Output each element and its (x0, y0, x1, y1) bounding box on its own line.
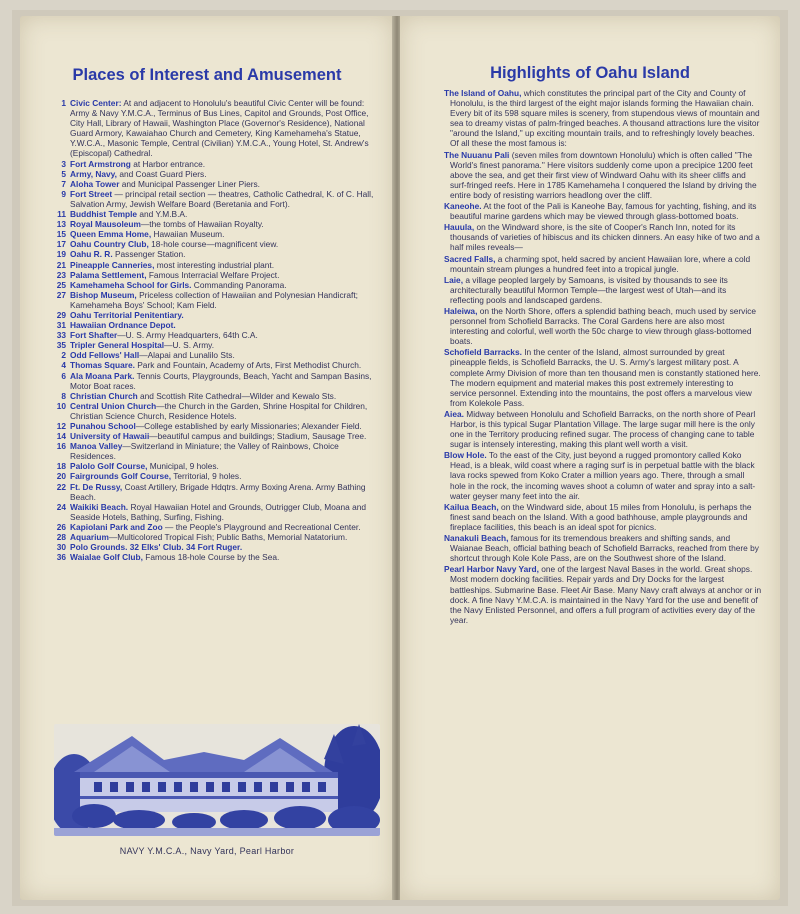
place-description: at Harbor entrance. (130, 158, 206, 169)
place-name: Waialae Golf Club, (70, 552, 143, 563)
place-number: 5 (61, 168, 66, 179)
highlight-paragraph (444, 254, 762, 274)
place-name: Central Union Church (70, 400, 157, 411)
place-number: 36 (56, 552, 66, 563)
place-description: most interesting industrial plant. (154, 259, 275, 270)
place-name: Army, Navy, (70, 168, 117, 179)
place-number: 7 (61, 178, 66, 189)
places-list (50, 98, 380, 562)
place-name: Pineapple Canneries, (70, 259, 155, 270)
place-number: 13 (56, 219, 66, 230)
place-entry (50, 401, 380, 421)
place-entry (50, 320, 380, 330)
booklet (12, 10, 788, 906)
place-description: At and adjacent to Honolulu's beautiful Civic Center will be found: Army & Navy Y.M.C.A., Terminus of Bus Lines, Capitol and Grounds, Post Office, City Hall, Library of Hawaii, Washington Place (Governor's Residence), National Guard Armory, Kawaiahao Church and Cemetery, King Kamehameha's Statue, Y.W.C.A., Masonic Temple, Central (Civilian) Y.M.C.A., Young Hotel, St. Andrew's (Episcopal) Cathedral. (70, 98, 369, 159)
highlight-name: Nanakuli Beach, (444, 533, 509, 544)
place-entry (50, 239, 380, 249)
place-text (70, 98, 380, 159)
place-name: Punahou School (70, 421, 136, 431)
navy-ymca-illustration (54, 724, 380, 836)
place-name: Fort Shafter (70, 330, 118, 341)
highlight-paragraph (444, 275, 762, 305)
highlight-paragraph (444, 533, 762, 563)
place-description: Royal Hawaiian Hotel and Grounds, Outrigger Club, Moana and Seaside Hotels, Bathing, Surfing, Fishing. (70, 501, 367, 522)
place-number: 29 (56, 309, 66, 320)
place-name: Fort Street (70, 188, 113, 199)
place-entry (50, 502, 380, 522)
highlight-paragraph (444, 450, 762, 500)
place-number: 11 (57, 209, 66, 220)
place-text (70, 401, 380, 421)
place-number: 3 (61, 158, 66, 169)
place-number: 26 (56, 521, 66, 532)
place-entry (50, 461, 380, 471)
place-description: Park and Fountain, Academy of Arts, First Methodist Church. (134, 360, 362, 371)
place-description: — the People's Playground and Recreational Center. (162, 521, 361, 532)
place-text (70, 471, 380, 481)
highlight-text: on the Windward shore, is the site of Cooper's Ranch Inn, noted for its thousands of varieties of hibiscus and its chicken dinners. An easy hike of two and a half miles reveals— (450, 222, 760, 253)
place-entry (50, 482, 380, 502)
place-text (70, 249, 380, 259)
place-number: 8 (61, 390, 66, 401)
highlight-name: The Island of Oahu, (444, 88, 522, 98)
place-text (70, 189, 380, 209)
place-entry (50, 249, 380, 259)
highlight-name: Kailua Beach, (444, 501, 499, 512)
place-name: Queen Emma Home, (70, 229, 152, 240)
place-text (70, 441, 380, 461)
highlight-text: which constitutes the principal part of the City and County of Honolulu, is the third largest of the eight major islands forming the Hawaiian chain. Every bit of its 598 square miles is scenery, from stupendous views of mountain and sea to dreamy vistas of palm-fringed beaches. A thousand attractions lure the visitor "around the Island," up exciting mountain trails, and to refreshingly lovely beaches. Of all these the most famous is: (450, 88, 760, 149)
left-page-title: Places of Interest and Amusement (72, 66, 342, 84)
place-entry (50, 360, 380, 370)
place-number: 9 (61, 188, 66, 199)
place-name: University of Hawaii (70, 431, 150, 442)
place-entry (50, 441, 380, 461)
place-name: Thomas Square. (70, 360, 135, 371)
place-description: —Alapai and Lunalilo Sts. (139, 350, 235, 361)
place-description: — principal retail section — theatres, Catholic Cathedral, K. of C. Hall, Salvation Army, Jewish Welfare Board (Beretania and Fort). (70, 188, 374, 209)
place-text (70, 330, 380, 340)
place-description: —U. S. Army. (164, 340, 215, 351)
place-entry (50, 522, 380, 532)
place-text (70, 461, 380, 471)
place-name: Oahu R. R. (70, 249, 113, 260)
highlights-body (444, 88, 762, 626)
highlight-text: on the North Shore, offers a splendid bathing beach, much used by service personnel from Schofield Barracks. The Coral Gardens here are also most interesting and colorful, well worth the 50c charge to view through glass-bottomed boats. (450, 305, 757, 347)
left-page (20, 16, 394, 900)
place-number: 15 (56, 229, 66, 240)
highlight-text: At the foot of the Pali is Kaneohe Bay, famous for yachting, fishing, and its beautiful marine gardens which may be viewed through glass-bottomed boats. (450, 201, 757, 222)
place-number: 24 (56, 501, 66, 512)
place-text (70, 159, 380, 169)
place-text (70, 532, 380, 542)
highlight-name: Laie, (444, 274, 464, 285)
place-entry (50, 471, 380, 481)
place-entry (50, 330, 380, 340)
place-entry (50, 310, 380, 320)
place-description: Passenger Station. (112, 249, 186, 260)
place-name: Oahu Country Club, (70, 239, 149, 250)
highlight-paragraph (444, 88, 762, 149)
photo-caption: NAVY Y.M.C.A., Navy Yard, Pearl Harbor (119, 846, 295, 856)
highlight-paragraph (444, 201, 762, 221)
highlight-paragraph (444, 502, 762, 532)
place-number: 27 (56, 289, 66, 300)
place-description: and Y.M.B.A. (137, 209, 188, 220)
place-text (70, 371, 380, 391)
place-entry (50, 179, 380, 189)
place-description: —College established by early Missionaries; Alexander Field. (135, 421, 362, 431)
place-description: and Scottish Rite Cathedral—Wilder and Kewalo Sts. (137, 390, 337, 401)
place-text (70, 280, 380, 290)
highlight-paragraph (444, 347, 762, 408)
place-description: and Coast Guard Piers. (117, 168, 207, 179)
place-text (70, 542, 380, 552)
place-number: 31 (56, 320, 66, 331)
place-text (70, 391, 380, 401)
highlight-name: The Nuuanu Pali (444, 149, 510, 160)
place-number: 6 (61, 370, 66, 381)
place-number: 17 (56, 239, 66, 250)
place-name: Fort Armstrong (70, 158, 131, 169)
place-name: Waikiki Beach. (70, 501, 129, 512)
place-name: Fairgrounds Golf Course, (70, 471, 172, 482)
place-number: 30 (56, 542, 66, 553)
place-name: Bishop Museum, (70, 289, 137, 300)
highlight-name: Blow Hole. (444, 450, 487, 461)
place-name: Oahu Territorial Penitentiary. (70, 309, 184, 320)
place-name: Tripler General Hospital (70, 340, 165, 351)
highlight-paragraph (444, 409, 762, 449)
place-description: —U. S. Army Headquarters, 64th C.A. (117, 330, 258, 341)
place-number: 12 (56, 421, 66, 431)
place-name: Odd Fellows' Hall (70, 350, 140, 361)
highlight-name: Kaneohe. (444, 201, 482, 212)
highlight-text: a village peopled largely by Samoans, is visited by thousands to see its architecturally beautiful Mormon Temple—the largest west of Utah—and its reflecting pools and landscaped gardens. (450, 274, 728, 305)
place-entry (50, 280, 380, 290)
place-number: 10 (56, 400, 66, 411)
highlight-paragraph (444, 222, 762, 252)
highlight-text: To the east of the City, just beyond a rugged promontory called Koko Head, is a bleak, wild coast where a raging surf is in perpetual battle with the black lava rocks spewed from Koko Crater a million years ago. There, through a small hole in the rock, the incoming waves shoot a column of water and spray into a salt-water geyser many feet into the air. (450, 450, 756, 501)
place-number: 1 (61, 98, 66, 108)
place-entry (50, 391, 380, 401)
place-entry (50, 431, 380, 441)
place-description: —Multicolored Tropical Fish; Public Baths, Memorial Natatorium. (108, 532, 348, 543)
place-text (70, 340, 380, 350)
place-text (70, 219, 380, 229)
place-description: Territorial, 9 holes. (171, 471, 242, 482)
place-text (70, 290, 380, 310)
place-text (70, 482, 380, 502)
place-text (70, 421, 380, 431)
highlight-text: (seven miles from downtown Honolulu) which is often called "The World's finest panorama." Here visitors suddenly come upon a precipice 1200 feet above the sea, and get their first view of Windward Oahu with its sheer cliffs and surf-fringed reefs. Here in 1785 Kamehameha I conquered the Island by driving the entire body of resisting warriors headlong over the cliff. (450, 149, 757, 200)
place-name: Aloha Tower (70, 178, 120, 189)
place-number: 19 (56, 249, 66, 260)
right-page (400, 16, 780, 900)
place-entry (50, 542, 380, 552)
place-number: 22 (56, 481, 66, 492)
place-name: Ft. De Russy, (70, 481, 123, 492)
place-name: Buddhist Temple (70, 209, 138, 220)
place-entry (50, 209, 380, 219)
highlight-name: Schofield Barracks. (444, 347, 522, 358)
navy-ymca-photo (54, 724, 380, 836)
place-entry (50, 421, 380, 431)
place-text (70, 179, 380, 189)
place-name: Civic Center: (70, 98, 122, 108)
highlight-paragraph (444, 150, 762, 200)
right-page-title: Highlights of Oahu Island (490, 64, 690, 82)
place-number: 20 (56, 471, 66, 482)
place-name: Palama Settlement, (70, 269, 147, 280)
place-text (70, 552, 380, 562)
place-name: Royal Mausoleum (70, 219, 141, 230)
place-text (70, 260, 380, 270)
place-name: Kamehameha School for Girls. (70, 279, 192, 290)
place-text (70, 169, 380, 179)
highlight-name: Aiea. (444, 408, 464, 419)
place-text (70, 350, 380, 360)
place-description: Municipal, 9 holes. (147, 461, 219, 472)
place-number: 33 (56, 330, 66, 341)
highlight-name: Pearl Harbor Navy Yard, (444, 564, 539, 575)
place-number: 16 (56, 441, 66, 452)
place-entry (50, 260, 380, 270)
place-text (70, 229, 380, 239)
place-description: Famous Interracial Welfare Project. (146, 269, 280, 280)
highlight-paragraph (444, 306, 762, 346)
place-name: Kapiolani Park and Zoo (70, 521, 163, 532)
highlight-name: Sacred Falls, (444, 253, 496, 264)
place-name: Ala Moana Park. (70, 370, 135, 381)
place-name: Polo Grounds. 32 Elks' Club. 34 Fort Ruger. (70, 542, 243, 553)
place-description: 18-hole course—magnificent view. (148, 239, 279, 250)
place-entry (50, 169, 380, 179)
place-entry (50, 159, 380, 169)
place-text (70, 522, 380, 532)
place-text (70, 239, 380, 249)
place-entry (50, 98, 380, 159)
place-entry (50, 350, 380, 360)
place-description: Hawaiian Museum. (151, 229, 225, 240)
place-name: Aquarium (70, 532, 109, 543)
place-text (70, 310, 380, 320)
place-description: Famous 18-hole Course by the Sea. (142, 552, 280, 563)
place-entry (50, 219, 380, 229)
place-text (70, 360, 380, 370)
place-description: —the Church in the Garden, Shrine Hospital for Children, Christian Science Church, Residence Hotels. (70, 400, 368, 421)
place-entry (50, 340, 380, 350)
place-entry (50, 371, 380, 391)
place-entry (50, 270, 380, 280)
highlight-text: famous for its tremendous breakers and shifting sands, and Waianae Beach, official bathing beach of Schofield Barracks, reached from there by shortcut through Kole Kole Pass, are on the Southwest shore of the Island. (450, 533, 759, 564)
place-text (70, 431, 380, 441)
place-entry (50, 189, 380, 209)
place-number: 18 (56, 461, 66, 472)
place-name: Palolo Golf Course, (70, 461, 148, 472)
place-name: Christian Church (70, 390, 138, 401)
place-description: and Municipal Passenger Liner Piers. (119, 178, 260, 189)
highlight-text: on the Windward side, about 15 miles from Honolulu, is perhaps the finest sand beach on the Island. With a good bathhouse, ample playgrounds and fireplace facilities, this beach is an ideal spot for picnics. (450, 501, 752, 532)
place-number: 35 (56, 340, 66, 351)
place-text (70, 320, 380, 330)
highlight-text: a charming spot, held sacred by ancient Hawaiian lore, where a cold mountain stream plunges a hundred feet into a tropical jungle. (450, 253, 751, 274)
place-text (70, 270, 380, 280)
place-description: Tennis Courts, Playgrounds, Beach, Yacht and Sampan Basins, Motor Boat races. (70, 370, 372, 391)
place-number: 28 (56, 532, 66, 543)
place-entry (50, 532, 380, 542)
highlight-text: Midway between Honolulu and Schofield Barracks, on the north shore of Pearl Harbor, is this typical Sugar Plantation Village. The large sugar mill here is the only one in the Territory producing refined sugar. The process of changing cane to table sugar is intensely interesting, making this plant well worth a visit. (450, 408, 756, 450)
place-number: 14 (56, 431, 66, 442)
highlight-text: one of the largest Naval Bases in the world. Great shops. Most modern docking facilities. Repair yards and Dry Docks for the largest battleships. Submarine Base. Fleet Air Base. Many Navy craft always at anchor or in dock. A fine Navy Y.M.C.A. is maintained in the Navy Yard for the use and benefit of the Navy Enlisted Personnel, and offers a full program of activities every day of the year. (450, 564, 762, 625)
highlight-name: Hauula, (444, 222, 475, 233)
place-text (70, 209, 380, 219)
place-description: —beautiful campus and buildings; Stadium, Sausage Tree. (149, 431, 367, 442)
place-number: 2 (61, 350, 66, 361)
place-number: 23 (56, 269, 66, 280)
place-name: Hawaiian Ordnance Depot. (70, 320, 176, 331)
place-name: Manoa Valley (70, 441, 123, 452)
place-description: —Switzerland in Miniature; the Valley of Rainbows, Choice Residences. (70, 441, 339, 462)
place-entry (50, 290, 380, 310)
place-number: 4 (61, 360, 66, 371)
place-number: 25 (56, 279, 66, 290)
place-entry (50, 552, 380, 562)
highlight-name: Haleiwa, (444, 305, 478, 316)
place-description: Coast Artillery, Brigade Hdqtrs. Army Boxing Arena. Army Bathing Beach. (70, 481, 366, 502)
place-entry (50, 229, 380, 239)
place-description: Priceless collection of Hawaiian and Polynesian Handicraft; Kamehameha Boys' School; Kam Field. (70, 289, 358, 310)
highlight-text: In the center of the Island, almost surrounded by great pineapple fields, is Schofield Barracks, the U. S. Army's largest military post. A complete Army Division of more than ten thousand men is constantly stationed here. The modern equipment and material makes this post extremely interesting to service personnel. Extending into the mountains, the post offers a marvelous view from Kolekole Pass. (450, 347, 761, 408)
place-number: 21 (56, 259, 66, 270)
place-description: —the tombs of Hawaiian Royalty. (140, 219, 264, 230)
place-description: Commanding Panorama. (191, 279, 287, 290)
highlight-paragraph (444, 564, 762, 625)
place-text (70, 502, 380, 522)
